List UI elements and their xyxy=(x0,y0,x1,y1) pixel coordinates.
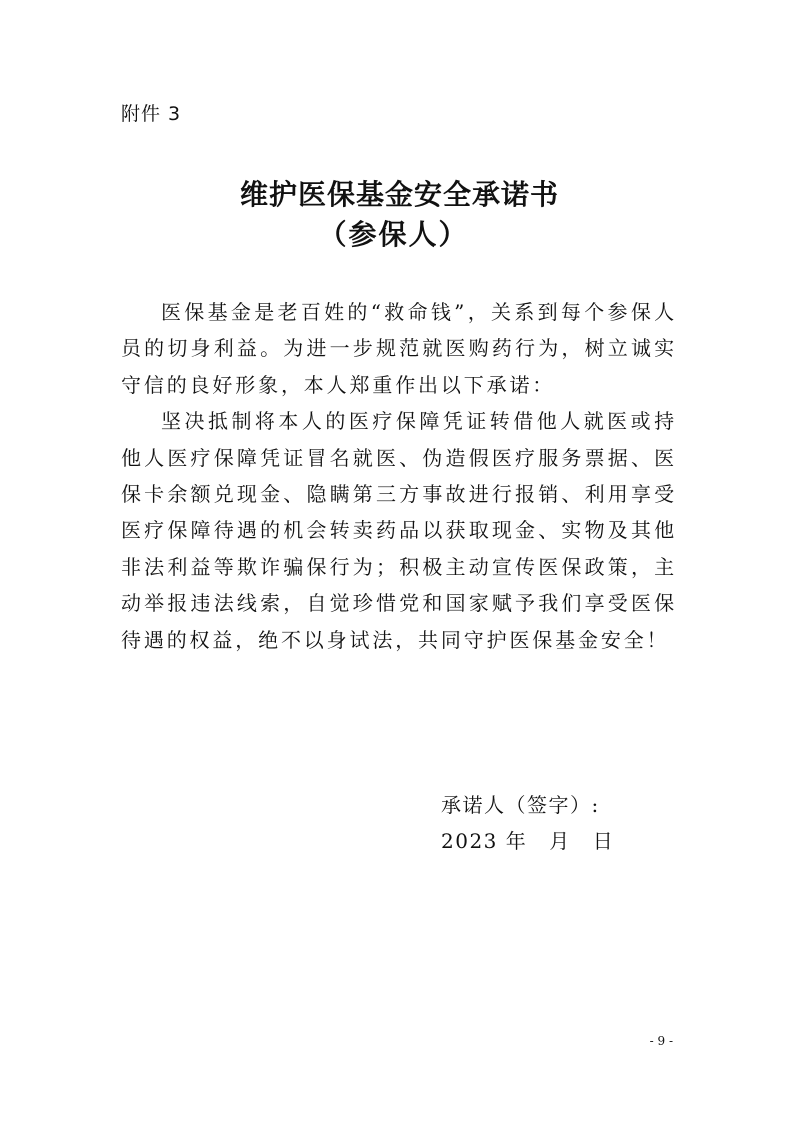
page-number-text: - 9 - xyxy=(649,1034,673,1048)
document-title: 维护医保基金安全承诺书 xyxy=(239,178,559,211)
date-month: 月 xyxy=(549,829,571,853)
signature-block xyxy=(441,787,614,859)
signer-label: 承诺人（签字）: xyxy=(441,793,600,817)
body-paragraph-1: 医保基金是老百姓的“救命钱”，关系到每个参保人员的切身利益。为进一步规范就医购药行为，树立诚实守信的良好形象，本人郑重作出以下承诺： xyxy=(121,300,677,397)
body-paragraph-2: 坚决抵制将本人的医疗保障凭证转借他人就医或持他人医疗保障凭证冒名就医、伪造假医疗服务票据、医保卡余额兑现金、隐瞒第三方事故进行报销、利用享受医疗保障待遇的机会转卖药品以获取现金、实物及其他非法利益等欺诈骗保行为；积极主动宣传医保政策，主动举报违法线索，自觉珍惜党和国家赋予我们享受医保待遇的权益，绝不以身试法，共同守护医保基金安全！ xyxy=(121,409,677,652)
document-body xyxy=(121,294,677,658)
attachment-label: 附件 3 xyxy=(121,103,182,125)
document-subtitle: （参保人） xyxy=(318,218,469,251)
date-day: 日 xyxy=(592,829,615,853)
date-year: 2023 年 xyxy=(441,829,528,853)
signature-date xyxy=(441,823,614,859)
page-number xyxy=(0,1033,793,1049)
